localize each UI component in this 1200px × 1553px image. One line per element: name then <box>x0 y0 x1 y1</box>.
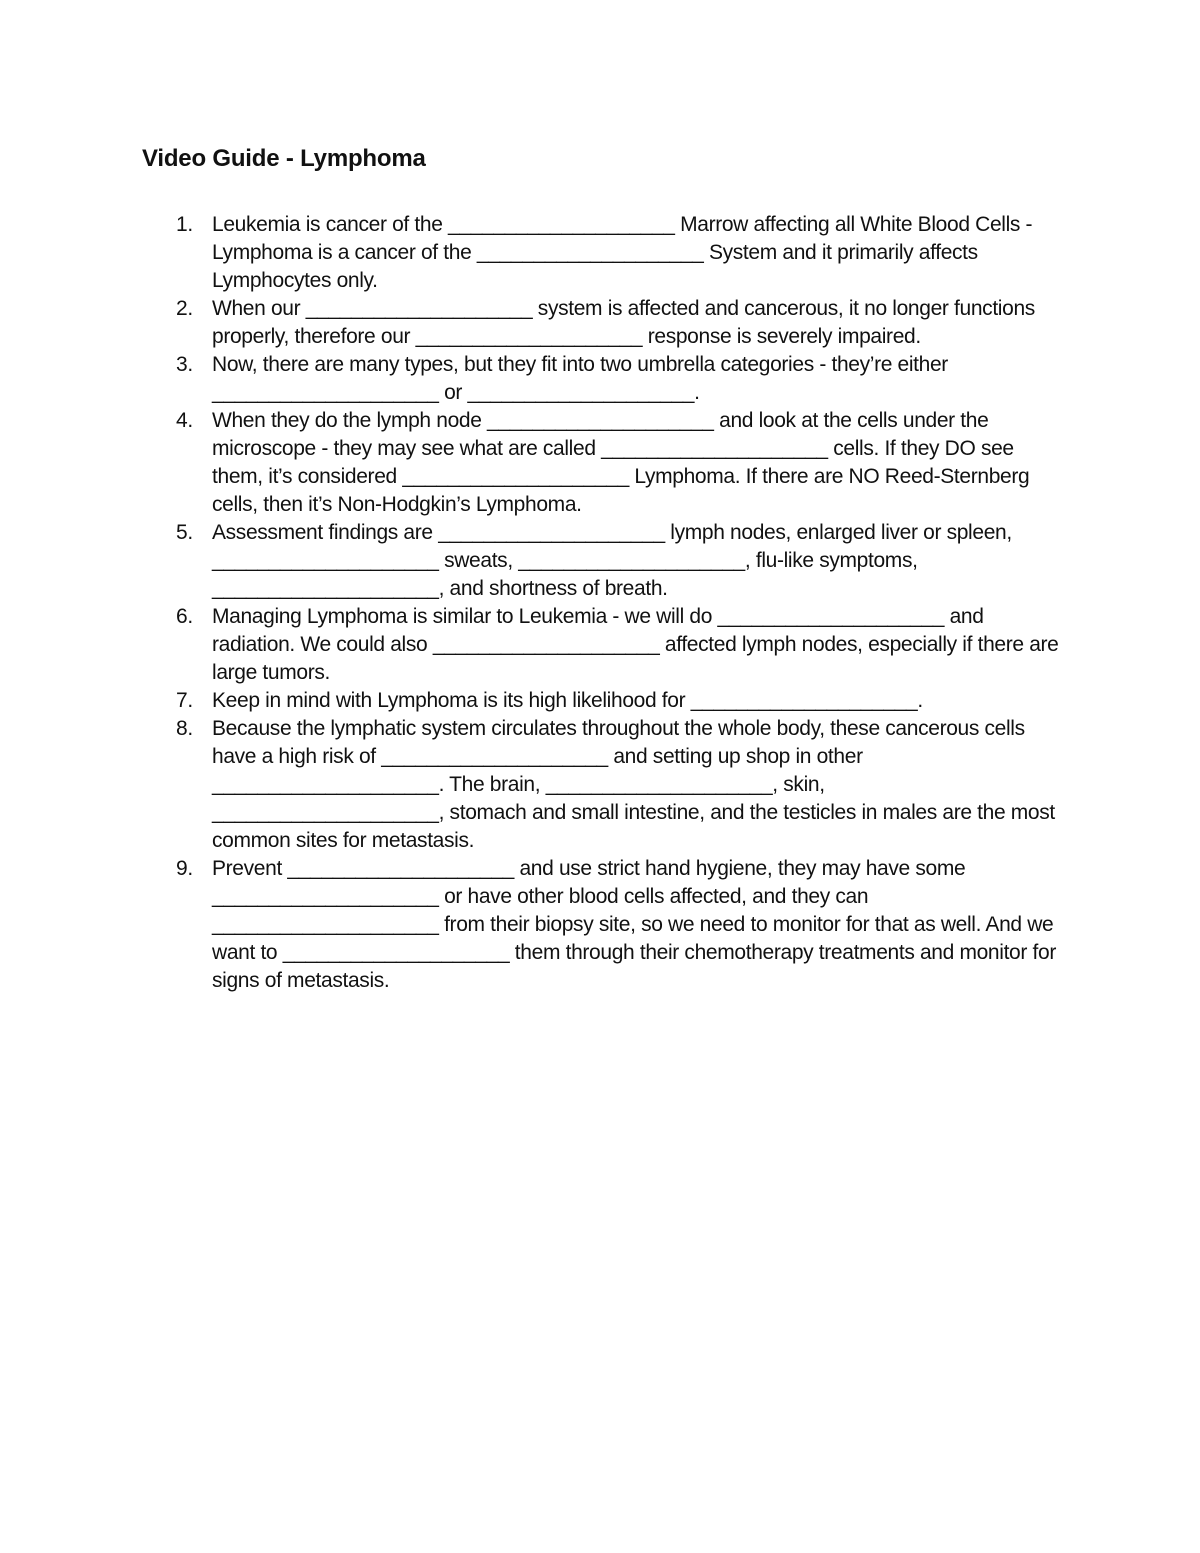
question-item <box>140 211 1060 295</box>
question-item <box>140 603 1060 687</box>
question-text: Prevent ____________________ and use strict hand hygiene, they may have some ____________________ or have other blood cells affected, and they can ____________________ from their biopsy site, so we need to monitor for that as well. And we want to ____________________ them through their chemotherapy treatments and monitor for signs of metastasis. <box>212 857 1056 992</box>
question-item <box>140 715 1060 855</box>
question-number: 8. <box>176 717 193 740</box>
question-text: Because the lymphatic system circulates throughout the whole body, these cancerous cells have a high risk of ____________________ and setting up shop in other ____________________. The brain, ____________________, skin, ____________________, stomach and small intestine, and the testicles in males are the most common sites for metastasis. <box>212 717 1055 852</box>
question-text: Assessment findings are ____________________ lymph nodes, enlarged liver or spleen, ____________________ sweats, ____________________, flu-like symptoms, ____________________, and shortness of breath. <box>212 521 1012 600</box>
question-item <box>140 687 1060 715</box>
question-number: 9. <box>176 857 193 880</box>
question-text: When our ____________________ system is affected and cancerous, it no longer functions properly, therefore our ____________________ response is severely impaired. <box>212 297 1035 348</box>
question-text: Now, there are many types, but they fit into two umbrella categories - they’re either ____________________ or ____________________. <box>212 353 948 404</box>
question-number: 5. <box>176 521 193 544</box>
question-item <box>140 351 1060 407</box>
question-text: Keep in mind with Lymphoma is its high likelihood for ____________________. <box>212 689 923 712</box>
question-text: Leukemia is cancer of the ____________________ Marrow affecting all White Blood Cells - Lymphoma is a cancer of the ____________________ System and it primarily affects Lymphocytes only. <box>212 213 1033 292</box>
question-number: 1. <box>176 213 193 236</box>
question-number: 6. <box>176 605 193 628</box>
question-item <box>140 407 1060 519</box>
question-item <box>140 295 1060 351</box>
question-text: When they do the lymph node ____________________ and look at the cells under the microscope - they may see what are called ____________________ cells. If they DO see them, it’s considered ____________________ Lymphoma. If there are NO Reed-Sternberg cells, then it’s Non-Hodgkin’s Lymphoma. <box>212 409 1030 516</box>
question-list <box>140 211 1060 995</box>
question-number: 2. <box>176 297 193 320</box>
question-number: 3. <box>176 353 193 376</box>
question-item <box>140 519 1060 603</box>
question-number: 7. <box>176 689 193 712</box>
question-text: Managing Lymphoma is similar to Leukemia - we will do ____________________ and radiation. We could also ____________________ affected lymph nodes, especially if there are large tumors. <box>212 605 1059 684</box>
question-item <box>140 855 1060 995</box>
question-number: 4. <box>176 409 193 432</box>
page-title: Video Guide - Lymphoma <box>142 145 426 172</box>
